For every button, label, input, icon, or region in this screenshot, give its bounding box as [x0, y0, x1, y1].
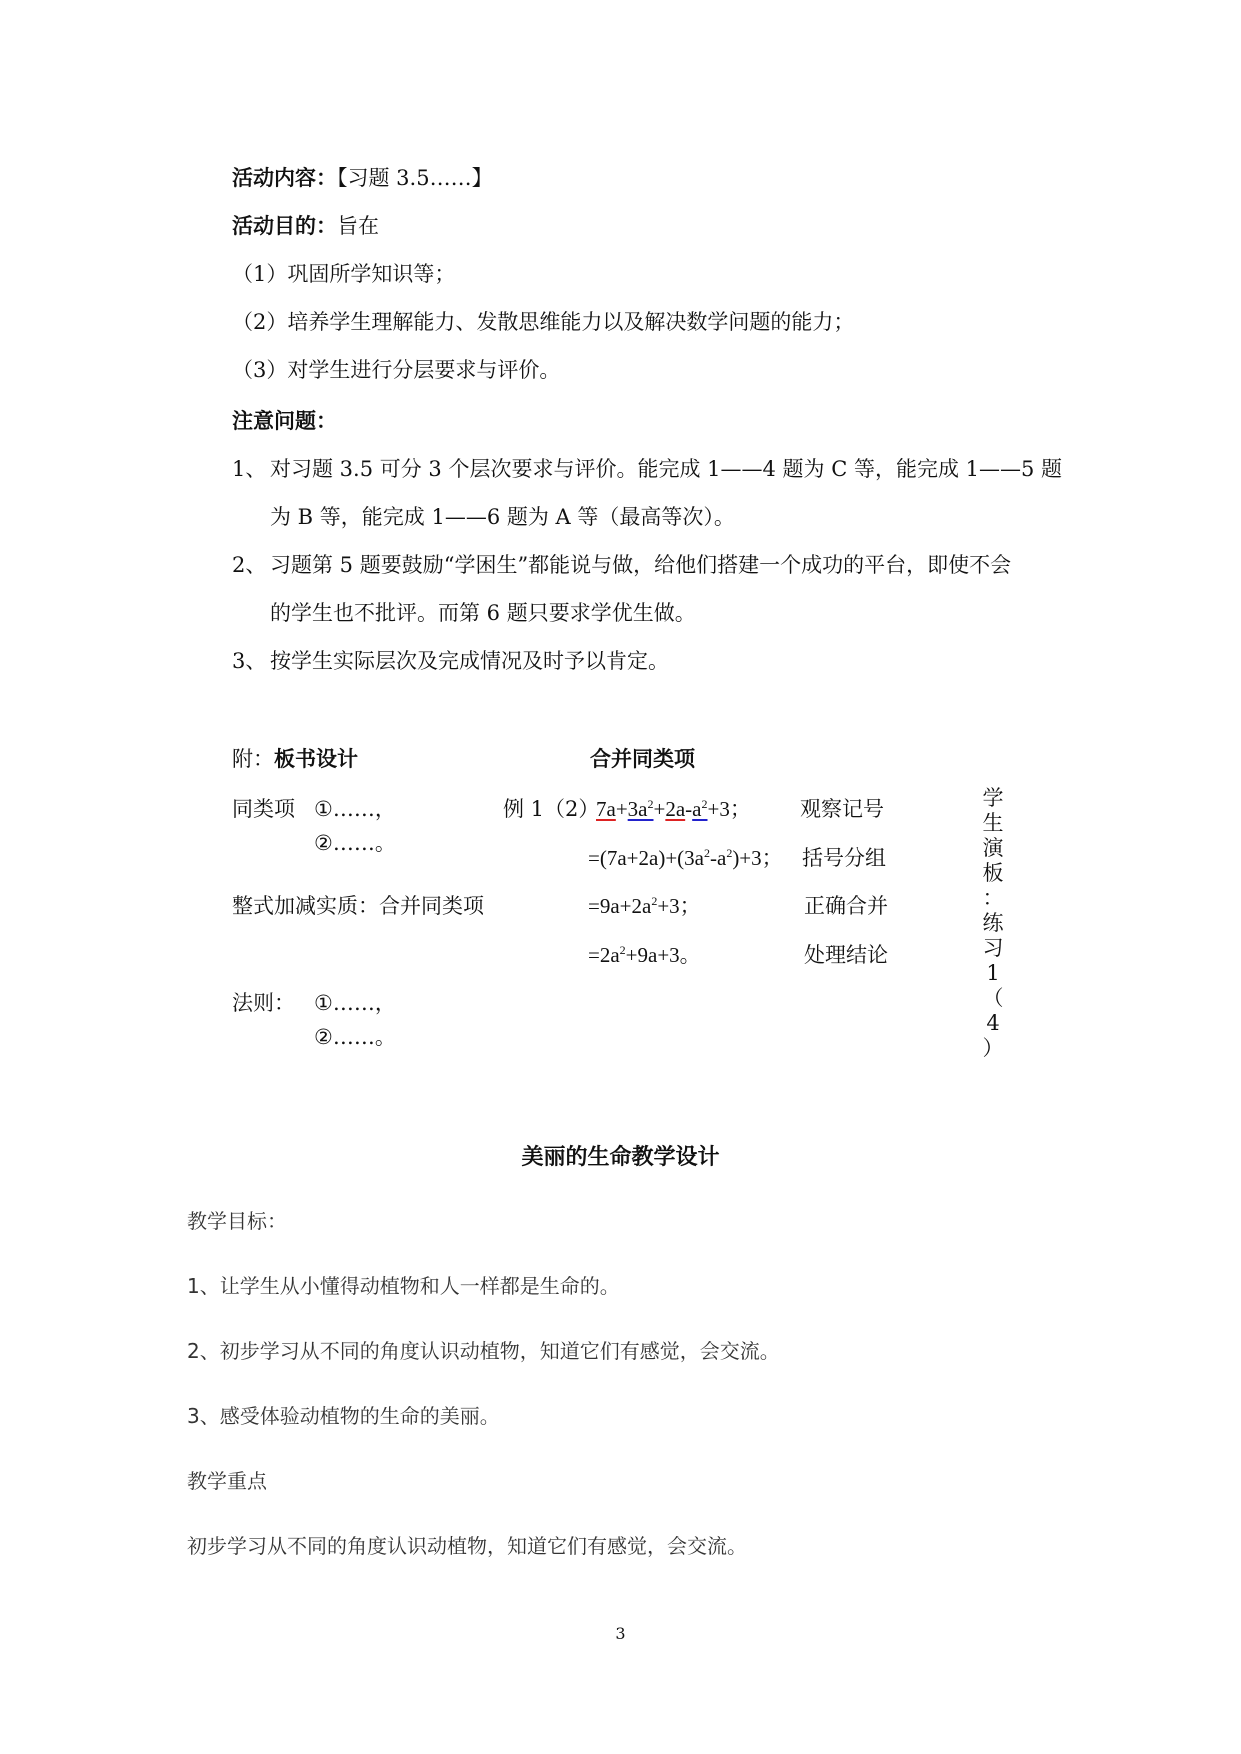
step-note: 处理结论 — [804, 943, 888, 967]
math-step: $=9a+2a^2+3$； — [588, 894, 701, 918]
activity-content-value: 【习题 3.5……】 — [337, 166, 493, 190]
goals-label: 教学目标： — [187, 1209, 287, 1233]
rule-item: ②……。 — [314, 1025, 396, 1049]
purpose-item: （1）巩固所学知识等； — [232, 262, 456, 286]
similar-item: ②……。 — [314, 831, 396, 855]
note-number: 1、 — [232, 457, 267, 481]
side-note-vertical — [980, 786, 1006, 1061]
rule-label: 法则： — [232, 991, 295, 1015]
side-note-char: 学 — [982, 786, 1004, 810]
note-line: 对习题 3.5 可分 3 个层次要求与评价。能完成 1——4 题为 C 等，能完成 1——5 题 — [270, 457, 1063, 481]
similar-item: ①……， — [314, 797, 396, 821]
lesson-title: 美丽的生命教学设计 — [521, 1145, 720, 1170]
board-center-title: 合并同类项 — [590, 747, 695, 771]
side-note-char: 练 — [982, 911, 1004, 935]
side-note-char: 1 — [986, 961, 1000, 985]
math-step: $7a+3a^2+2a-a^2+3$； — [596, 797, 751, 821]
goal-item: 2、初步学习从不同的角度认识动植物，知道它们有感觉，会交流。 — [187, 1339, 780, 1363]
essence-line: 整式加减实质：合并同类项 — [232, 894, 484, 918]
step-note: 观察记号 — [800, 797, 884, 821]
activity-content — [232, 162, 493, 192]
side-note-char: 4 — [986, 1011, 1000, 1035]
note-line: 按学生实际层次及完成情况及时予以肯定。 — [270, 649, 669, 673]
purpose-item: （3）对学生进行分层要求与评价。 — [232, 358, 561, 382]
side-note-char: 生 — [982, 811, 1004, 835]
goal-item: 1、让学生从小懂得动植物和人一样都是生命的。 — [187, 1274, 620, 1298]
activity-content-label: 活动内容： — [232, 166, 337, 190]
focus-text: 初步学习从不同的角度认识动植物，知道它们有感觉，会交流。 — [187, 1534, 747, 1558]
side-note-char: 演 — [982, 836, 1004, 860]
rule-item: ①……， — [314, 991, 396, 1015]
page-number: 3 — [615, 1624, 626, 1643]
step-note: 括号分组 — [802, 846, 886, 870]
side-note-char: ） — [982, 1036, 1004, 1060]
math-step: $=(7a+2a)+(3a^2-a^2)+3$； — [588, 846, 783, 870]
note-line: 的学生也不批评。而第 6 题只要求学优生做。 — [270, 601, 696, 625]
example-label: 例 1（2） — [503, 797, 600, 821]
goal-item: 3、感受体验动植物的生命的美丽。 — [187, 1404, 500, 1428]
notes-title: 注意问题： — [232, 409, 337, 433]
side-note-char: （ — [982, 986, 1004, 1010]
board-title-text: 板书设计 — [274, 747, 358, 771]
activity-purpose — [232, 210, 379, 240]
board-prefix: 附： — [232, 747, 274, 771]
board-title — [232, 743, 358, 773]
note-number: 3、 — [232, 649, 267, 673]
note-line: 习题第 5 题要鼓励“学困生”都能说与做，给他们搭建一个成功的平台，即使不会 — [270, 553, 1012, 577]
side-note-char: 板 — [982, 861, 1004, 885]
focus-label: 教学重点 — [187, 1469, 267, 1493]
note-line: 为 B 等，能完成 1——6 题为 A 等（最高等次）。 — [270, 505, 735, 529]
side-note-char: 习 — [982, 936, 1004, 960]
note-number: 2、 — [232, 553, 267, 577]
math-step: $=2a^2+9a+3$。 — [588, 943, 701, 967]
activity-purpose-value: 旨在 — [337, 214, 379, 238]
activity-purpose-label: 活动目的： — [232, 214, 337, 238]
side-note-char: ： — [982, 886, 1004, 910]
step-note: 正确合并 — [804, 894, 888, 918]
purpose-item: （2）培养学生理解能力、发散思维能力以及解决数学问题的能力； — [232, 310, 855, 334]
similar-label: 同类项 — [232, 797, 295, 821]
